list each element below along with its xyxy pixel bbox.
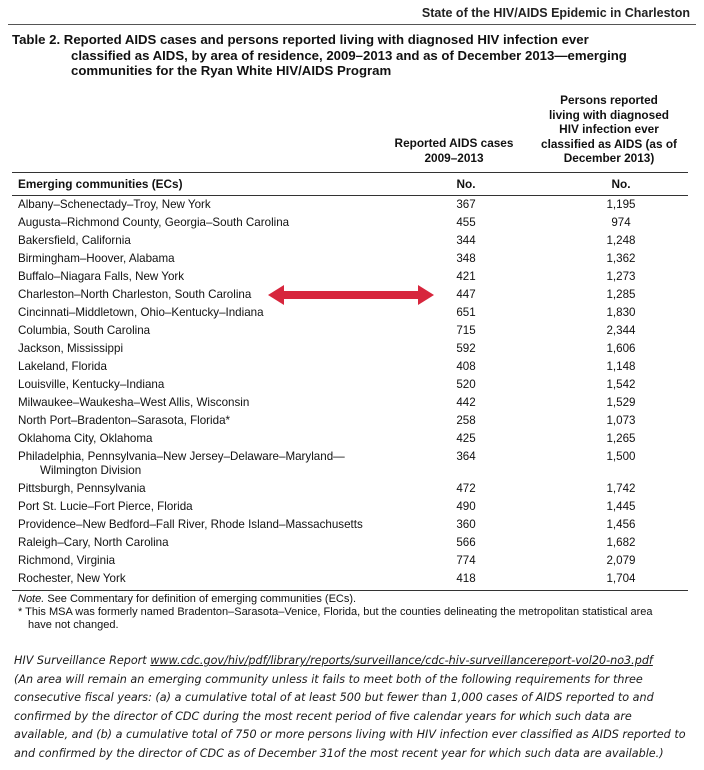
table-body: [12, 196, 688, 588]
table-row: [12, 358, 688, 376]
row-aids-cases-value: 418: [456, 572, 476, 585]
row-area-text: Columbia, South Carolina: [18, 324, 151, 337]
column-header-aids-cases-line-2: 2009–2013: [424, 150, 484, 165]
table-row: [12, 322, 688, 340]
row-persons-living-value: 1,542: [606, 378, 636, 391]
row-area-text: Milwaukee–Waukesha–West Allis, Wisconsin: [18, 396, 250, 409]
row-area-text: Cincinnati–Middletown, Ohio–Kentucky–Indiana: [18, 306, 264, 319]
row-aids-cases-value: 364: [456, 450, 476, 463]
table-row: [12, 304, 688, 322]
row-aids-cases-value: 447: [456, 288, 476, 301]
report-header-title: State of the HIV/AIDS Epidemic in Charleston: [421, 6, 690, 20]
column-header-persons-living-line-4: classified as AIDS (as of: [541, 136, 677, 151]
table-row: [12, 516, 688, 534]
row-aids-cases-value: 425: [456, 432, 476, 445]
row-persons-living-value: 1,830: [606, 306, 636, 319]
row-persons-living-value: 1,742: [606, 482, 636, 495]
row-aids-cases-value: 442: [456, 396, 476, 409]
row-aids-cases-value: 774: [456, 554, 476, 567]
row-area-name: [18, 518, 378, 532]
area-column-label: Emerging communities (ECs): [18, 177, 183, 191]
column-header-aids-cases-line-1: Reported AIDS cases: [394, 136, 514, 150]
table-row: [12, 250, 688, 268]
row-persons-living-value: 1,529: [606, 396, 636, 409]
row-aids-cases-value: 455: [456, 216, 476, 229]
row-area-name: [18, 216, 378, 230]
source-citation: [14, 652, 694, 763]
table-footnote-line-2: have not changed.: [28, 619, 119, 631]
row-area-text: Birmingham–Hoover, Alabama: [18, 252, 175, 265]
row-aids-cases-value: 258: [456, 414, 476, 427]
row-persons-living-value: 1,285: [606, 288, 636, 301]
row-aids-cases-value: 715: [456, 324, 476, 337]
row-area-text: Rochester, New York: [18, 572, 126, 585]
row-area-name: [18, 536, 378, 550]
table-title-line-2: classified as AIDS, by area of residence, 2009–2013 and as of December 2013—emerging: [71, 47, 627, 63]
row-persons-living-value: 1,195: [606, 198, 636, 211]
row-area-name: [18, 306, 378, 320]
row-area-text: Lakeland, Florida: [18, 360, 107, 373]
row-area-name: [18, 572, 378, 586]
row-area-text: Providence–New Bedford–Fall River, Rhode Island–Massachusetts: [18, 518, 363, 531]
row-persons-living-value: 1,073: [606, 414, 636, 427]
table-row: [12, 268, 688, 286]
table-footnote-line-1: * This MSA was formerly named Bradenton–Sarasota–Venice, Florida, but the counties delineating the metropolitan statistical area: [18, 606, 653, 618]
column-header-persons-living-line-3: HIV infection ever: [559, 122, 659, 136]
row-area-name: [18, 450, 378, 478]
row-aids-cases-value: 360: [456, 518, 476, 531]
source-line-3: confirmed by the director of CDC during the most recent period of five calendar years for which such data are: [14, 709, 632, 723]
row-aids-cases-value: 592: [456, 342, 476, 355]
row-persons-living-value: 1,148: [606, 360, 636, 373]
row-aids-cases-value: 421: [456, 270, 476, 283]
row-persons-living-value: 1,682: [606, 536, 636, 549]
table-row: [12, 498, 688, 516]
row-area-name: [18, 378, 378, 392]
row-area-name: [18, 252, 378, 266]
row-persons-living-value: 974: [611, 216, 631, 229]
source-line-1: (An area will remain an emerging community unless it fails to meet both of the following requirements for three: [14, 672, 643, 686]
row-area-continuation: Wilmington Division: [40, 464, 142, 477]
row-area-text: Charleston–North Charleston, South Carolina: [18, 288, 252, 301]
table-row: [12, 448, 688, 480]
table-row: [12, 376, 688, 394]
row-area-name: [18, 360, 378, 374]
row-area-text: Raleigh–Cary, North Carolina: [18, 536, 169, 549]
table-row: [12, 340, 688, 358]
source-line-4: available, and (b) a cumulative total of 750 or more persons living with HIV infection ever classified as AIDS reported to: [14, 728, 686, 741]
row-area-name: [18, 432, 378, 446]
table-note-lead: Note.: [18, 593, 45, 605]
row-area-name: [18, 270, 378, 284]
row-persons-living-value: 1,456: [606, 518, 636, 531]
table-bottom-divider: [12, 590, 688, 591]
column-header-persons-living-line-5: December 2013): [563, 151, 655, 165]
row-aids-cases-value: 344: [456, 234, 476, 247]
cases-no-label: No.: [456, 177, 476, 191]
row-area-text: Jackson, Mississippi: [18, 342, 124, 355]
table-row: [12, 480, 688, 498]
row-area-text: Philadelphia, Pennsylvania–New Jersey–Delaware–Maryland—: [18, 450, 345, 463]
column-header-persons-living-line-2: living with diagnosed: [549, 107, 669, 122]
row-persons-living-value: 1,606: [606, 342, 636, 355]
highlight-arrow-icon: [268, 285, 434, 305]
source-line-5: and confirmed by the director of CDC as of December 31of the most recent year for which such data are available.): [14, 746, 664, 760]
table-row: [12, 570, 688, 588]
row-persons-living-value: 1,273: [606, 270, 636, 283]
row-area-text: Oklahoma City, Oklahoma: [18, 432, 153, 445]
row-aids-cases-value: 651: [456, 306, 476, 319]
source-prefix: HIV Surveillance Report: [14, 654, 151, 667]
table-row: [12, 214, 688, 232]
column-header-persons-living-line-1: Persons reported: [560, 93, 658, 107]
row-aids-cases-value: 566: [456, 536, 476, 549]
row-area-text: Augusta–Richmond County, Georgia–South Carolina: [18, 216, 290, 229]
table-note: [18, 593, 688, 606]
row-aids-cases-value: 472: [456, 482, 476, 495]
row-area-text: Albany–Schenectady–Troy, New York: [18, 198, 211, 211]
row-persons-living-value: 1,265: [606, 432, 636, 445]
row-aids-cases-value: 490: [456, 500, 476, 513]
row-area-name: [18, 342, 378, 356]
table-row: [12, 534, 688, 552]
row-area-text: Port St. Lucie–Fort Pierce, Florida: [18, 500, 193, 513]
table-row: [12, 430, 688, 448]
row-persons-living-value: 1,248: [606, 234, 636, 247]
row-area-text: Bakersfield, California: [18, 234, 131, 247]
row-aids-cases-value: 367: [456, 198, 476, 211]
table-row: [12, 394, 688, 412]
table-subheader-row: [12, 172, 688, 196]
table-note-text: See Commentary for definition of emerging communities (ECs).: [44, 593, 357, 605]
source-line-url: [14, 652, 694, 671]
source-url-link[interactable]: www.cdc.gov/hiv/pdf/library/reports/surveillance/cdc-hiv-surveillancereport-vol20-no3.pdf: [150, 654, 653, 667]
table-row: [12, 196, 688, 214]
row-aids-cases-value: 348: [456, 252, 476, 265]
column-header-persons-living: [530, 93, 688, 166]
row-area-name: [18, 396, 378, 410]
row-area-name: [18, 554, 378, 568]
table-title: [12, 32, 688, 79]
row-area-name: [18, 414, 378, 428]
row-area-name: [18, 482, 378, 496]
row-area-text: North Port–Bradenton–Sarasota, Florida*: [18, 414, 231, 427]
row-persons-living-value: 1,500: [606, 450, 636, 463]
table-title-line-3: communities for the Ryan White HIV/AIDS Program: [71, 63, 392, 78]
row-area-text: Louisville, Kentucky–Indiana: [18, 378, 165, 391]
header-divider: [8, 24, 696, 25]
living-no-label: No.: [611, 177, 631, 191]
row-area-text: Richmond, Virginia: [18, 554, 116, 567]
row-persons-living-value: 2,079: [606, 554, 636, 567]
row-persons-living-value: 1,704: [606, 572, 636, 585]
column-header-aids-cases: [388, 136, 520, 165]
table-row: [12, 412, 688, 430]
table-footnote: [18, 606, 688, 632]
table-title-line-1: Table 2. Reported AIDS cases and persons reported living with diagnosed HIV infection ever: [12, 32, 589, 47]
source-line-2: consecutive fiscal years: (a) a cumulative total of at least 500 but fewer than 1,000 cases of AIDS reported to and: [14, 691, 654, 704]
row-area-text: Pittsburgh, Pennsylvania: [18, 482, 146, 495]
row-aids-cases-value: 520: [456, 378, 476, 391]
row-persons-living-value: 2,344: [606, 324, 636, 337]
row-area-text: Buffalo–Niagara Falls, New York: [18, 270, 185, 283]
row-persons-living-value: 1,445: [606, 500, 636, 513]
table-row: [12, 552, 688, 570]
row-area-name: [18, 500, 378, 514]
row-area-name: [18, 324, 378, 338]
row-aids-cases-value: 408: [456, 360, 476, 373]
table-row: [12, 232, 688, 250]
row-area-name: [18, 234, 378, 248]
row-persons-living-value: 1,362: [606, 252, 636, 265]
row-area-name: [18, 198, 378, 212]
